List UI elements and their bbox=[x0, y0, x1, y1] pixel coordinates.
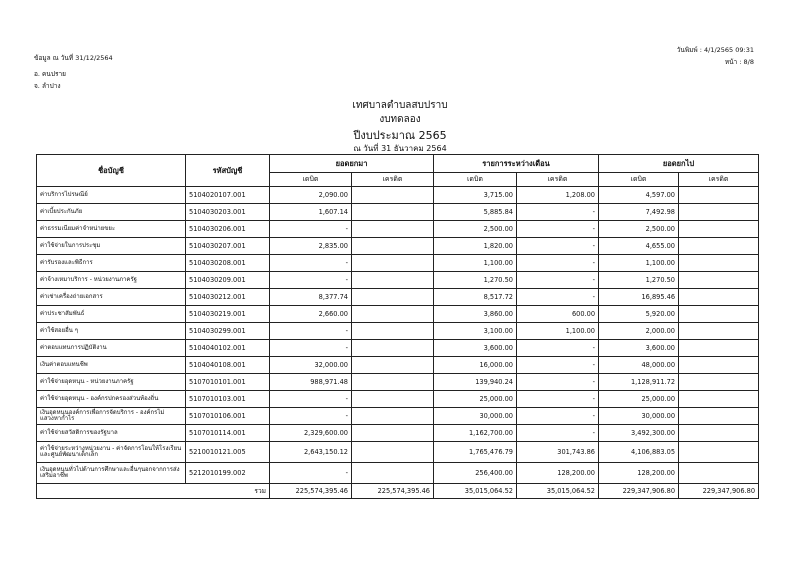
account-code: 5107010114.001 bbox=[186, 425, 270, 442]
bf-debit: 988,971.48 bbox=[270, 374, 352, 391]
total-tx-debit: 35,015,064.52 bbox=[434, 484, 517, 499]
tx-debit: 1,820.00 bbox=[434, 238, 517, 255]
bf-debit: - bbox=[270, 323, 352, 340]
cf-debit: 3,600.00 bbox=[599, 340, 679, 357]
bf-debit: 8,377.74 bbox=[270, 289, 352, 306]
tx-credit: - bbox=[517, 221, 599, 238]
cf-credit bbox=[679, 255, 759, 272]
tx-debit: 256,400.00 bbox=[434, 463, 517, 484]
table-row bbox=[37, 340, 759, 357]
table-row bbox=[37, 391, 759, 408]
tx-debit: 25,000.00 bbox=[434, 391, 517, 408]
header-transactions: รายการระหว่างเดือน bbox=[434, 155, 599, 173]
account-code: 5104030203.001 bbox=[186, 204, 270, 221]
account-name: ค่าใช้จ่ายระหว่างหน่วยงาน - ค่าจัดการโอนให้โรงเรียน และศูนย์พัฒนาเด็กเล็ก bbox=[37, 442, 186, 463]
account-name: ค่าประชาสัมพันธ์ bbox=[37, 306, 186, 323]
tx-credit: - bbox=[517, 425, 599, 442]
header-bf-debit: เดบิต bbox=[270, 173, 352, 187]
bf-credit bbox=[352, 391, 434, 408]
account-name: ค่าตอบแทนการปฏิบัติงาน bbox=[37, 340, 186, 357]
account-code: 5212010199.002 bbox=[186, 463, 270, 484]
account-code: 5104030219.001 bbox=[186, 306, 270, 323]
account-code: 5104040108.001 bbox=[186, 357, 270, 374]
cf-credit bbox=[679, 374, 759, 391]
account-code: 5104040102.001 bbox=[186, 340, 270, 357]
bf-debit: 2,090.00 bbox=[270, 187, 352, 204]
bf-credit bbox=[352, 272, 434, 289]
account-name: ค่าเบี้ยประกันภัย bbox=[37, 204, 186, 221]
header-account-name: ชื่อบัญชี bbox=[37, 155, 186, 187]
table-row bbox=[37, 306, 759, 323]
account-name: ค่าธรรมเนียมค่าจำหน่ายขยะ bbox=[37, 221, 186, 238]
cf-debit: 1,270.50 bbox=[599, 272, 679, 289]
as-of-date: ณ วันที่ 31 ธันวาคม 2564 bbox=[353, 144, 447, 153]
bf-credit bbox=[352, 374, 434, 391]
bf-debit: - bbox=[270, 221, 352, 238]
account-code: 5104030212.001 bbox=[186, 289, 270, 306]
header-carried-forward: ยอดยกไป bbox=[599, 155, 759, 173]
header-tx-credit: เครดิต bbox=[517, 173, 599, 187]
header-bf-credit: เครดิต bbox=[352, 173, 434, 187]
bf-credit bbox=[352, 425, 434, 442]
account-name: ค่าจ้างเหมาบริการ - หน่วยงานภาครัฐ bbox=[37, 272, 186, 289]
tx-credit: - bbox=[517, 408, 599, 425]
cf-debit: 30,000.00 bbox=[599, 408, 679, 425]
tx-credit: - bbox=[517, 272, 599, 289]
bf-credit bbox=[352, 323, 434, 340]
account-name: ค่าใช้จ่ายในการประชุม bbox=[37, 238, 186, 255]
tx-debit: 5,885.84 bbox=[434, 204, 517, 221]
account-code: 5104030299.001 bbox=[186, 323, 270, 340]
table-row bbox=[37, 425, 759, 442]
bf-debit: 2,660.00 bbox=[270, 306, 352, 323]
cf-debit: 128,200.00 bbox=[599, 463, 679, 484]
table-row bbox=[37, 463, 759, 484]
tx-debit: 2,500.00 bbox=[434, 221, 517, 238]
account-code: 5104030209.001 bbox=[186, 272, 270, 289]
tx-credit: 600.00 bbox=[517, 306, 599, 323]
table-row bbox=[37, 187, 759, 204]
header-district: อ. คนปราย bbox=[34, 70, 66, 78]
tx-debit: 3,860.00 bbox=[434, 306, 517, 323]
tx-debit: 1,100.00 bbox=[434, 255, 517, 272]
tx-debit: 16,000.00 bbox=[434, 357, 517, 374]
cf-credit bbox=[679, 238, 759, 255]
account-code: 5107010101.001 bbox=[186, 374, 270, 391]
tx-credit: - bbox=[517, 391, 599, 408]
table-row bbox=[37, 357, 759, 374]
tx-credit: - bbox=[517, 255, 599, 272]
table-row bbox=[37, 255, 759, 272]
cf-credit bbox=[679, 306, 759, 323]
cf-debit: 3,492,300.00 bbox=[599, 425, 679, 442]
bf-debit: - bbox=[270, 408, 352, 425]
table-row bbox=[37, 272, 759, 289]
cf-credit bbox=[679, 340, 759, 357]
cf-debit: 2,000.00 bbox=[599, 323, 679, 340]
cf-debit: 4,106,883.05 bbox=[599, 442, 679, 463]
tx-debit: 3,715.00 bbox=[434, 187, 517, 204]
tx-debit: 1,162,700.00 bbox=[434, 425, 517, 442]
total-cf-credit: 229,347,906.80 bbox=[679, 484, 759, 499]
cf-credit bbox=[679, 289, 759, 306]
total-label: รวม bbox=[37, 484, 270, 499]
cf-debit: 7,492.98 bbox=[599, 204, 679, 221]
header-province: จ. ลำปาง bbox=[34, 82, 61, 90]
report-title: งบทดลอง bbox=[379, 114, 421, 125]
bf-credit bbox=[352, 187, 434, 204]
account-name: ค่าใช้จ่ายอุดหนุน - องค์กรปกครองส่วนท้องถิ่น bbox=[37, 391, 186, 408]
total-bf-credit: 225,574,395.46 bbox=[352, 484, 434, 499]
bf-credit bbox=[352, 408, 434, 425]
bf-credit bbox=[352, 204, 434, 221]
bf-credit bbox=[352, 306, 434, 323]
cf-debit: 5,920.00 bbox=[599, 306, 679, 323]
account-name: ค่าบริการไปรษณีย์ bbox=[37, 187, 186, 204]
tx-credit: - bbox=[517, 289, 599, 306]
cf-credit bbox=[679, 357, 759, 374]
cf-debit: 16,895.46 bbox=[599, 289, 679, 306]
bf-credit bbox=[352, 255, 434, 272]
header-cf-debit: เดบิต bbox=[599, 173, 679, 187]
cf-debit: 4,655.00 bbox=[599, 238, 679, 255]
tx-credit: 1,208.00 bbox=[517, 187, 599, 204]
cf-credit bbox=[679, 425, 759, 442]
tx-debit: 1,765,476.79 bbox=[434, 442, 517, 463]
table-row bbox=[37, 204, 759, 221]
cf-credit bbox=[679, 323, 759, 340]
header-account-code: รหัสบัญชี bbox=[186, 155, 270, 187]
tx-credit: - bbox=[517, 238, 599, 255]
total-tx-credit: 35,015,064.52 bbox=[517, 484, 599, 499]
total-row bbox=[37, 484, 759, 499]
header-print-date: วันพิมพ์ : 4/1/2565 09:31 bbox=[676, 46, 754, 54]
bf-debit: - bbox=[270, 463, 352, 484]
account-name: เงินอุดหนุนทั่วไปด้านการศึกษาและอื่นๆนอกจากการส่งเสริมอาชีพ bbox=[37, 463, 186, 484]
cf-debit: 25,000.00 bbox=[599, 391, 679, 408]
cf-credit bbox=[679, 187, 759, 204]
header-brought-forward: ยอดยกมา bbox=[270, 155, 434, 173]
account-name: ค่าใช้จ่ายอุดหนุน - หน่วยงานภาครัฐ bbox=[37, 374, 186, 391]
account-code: 5210010121.005 bbox=[186, 442, 270, 463]
table-row bbox=[37, 442, 759, 463]
cf-credit bbox=[679, 408, 759, 425]
cf-credit bbox=[679, 272, 759, 289]
table-row bbox=[37, 374, 759, 391]
account-code: 5104020107.001 bbox=[186, 187, 270, 204]
header-tx-debit: เดบิต bbox=[434, 173, 517, 187]
bf-credit bbox=[352, 221, 434, 238]
cf-credit bbox=[679, 442, 759, 463]
fiscal-year-title: ปีงบประมาณ 2565 bbox=[353, 129, 447, 142]
cf-debit: 1,100.00 bbox=[599, 255, 679, 272]
tx-debit: 1,270.50 bbox=[434, 272, 517, 289]
total-cf-debit: 229,347,906.80 bbox=[599, 484, 679, 499]
table-row bbox=[37, 408, 759, 425]
bf-debit: 2,835.00 bbox=[270, 238, 352, 255]
account-code: 5104030208.001 bbox=[186, 255, 270, 272]
tx-debit: 139,940.24 bbox=[434, 374, 517, 391]
cf-credit bbox=[679, 204, 759, 221]
bf-debit: - bbox=[270, 255, 352, 272]
table-row bbox=[37, 289, 759, 306]
bf-credit bbox=[352, 463, 434, 484]
tx-debit: 8,517.72 bbox=[434, 289, 517, 306]
header-data-date: ข้อมูล ณ วันที่ 31/12/2564 bbox=[34, 54, 113, 62]
table-row bbox=[37, 323, 759, 340]
account-code: 5107010103.001 bbox=[186, 391, 270, 408]
cf-debit: 4,597.00 bbox=[599, 187, 679, 204]
bf-credit bbox=[352, 340, 434, 357]
tx-debit: 30,000.00 bbox=[434, 408, 517, 425]
account-name: ค่าใช้สอยอื่น ๆ bbox=[37, 323, 186, 340]
bf-credit bbox=[352, 442, 434, 463]
bf-credit bbox=[352, 238, 434, 255]
bf-debit: 1,607.14 bbox=[270, 204, 352, 221]
bf-credit bbox=[352, 357, 434, 374]
account-name: ค่ารับรองและพิธีการ bbox=[37, 255, 186, 272]
account-name: เงินค่าตอบแทนชีพ bbox=[37, 357, 186, 374]
cf-credit bbox=[679, 391, 759, 408]
tx-credit: - bbox=[517, 204, 599, 221]
account-code: 5104030206.001 bbox=[186, 221, 270, 238]
trial-balance-table bbox=[36, 154, 759, 499]
bf-credit bbox=[352, 289, 434, 306]
table-row bbox=[37, 221, 759, 238]
header-cf-credit: เครดิต bbox=[679, 173, 759, 187]
bf-debit: 32,000.00 bbox=[270, 357, 352, 374]
org-title: เทศบาลตำบลสบปราบ bbox=[352, 100, 448, 111]
bf-debit: 2,643,150.12 bbox=[270, 442, 352, 463]
tx-debit: 3,100.00 bbox=[434, 323, 517, 340]
cf-debit: 1,128,911.72 bbox=[599, 374, 679, 391]
tx-debit: 3,600.00 bbox=[434, 340, 517, 357]
cf-credit bbox=[679, 463, 759, 484]
account-code: 5107010106.001 bbox=[186, 408, 270, 425]
bf-debit: - bbox=[270, 272, 352, 289]
bf-debit: - bbox=[270, 391, 352, 408]
tx-credit: - bbox=[517, 340, 599, 357]
header-page-number: หน้า : 8/8 bbox=[724, 58, 754, 66]
account-name: ค่าใช้จ่ายสวัสดิการของรัฐบาล bbox=[37, 425, 186, 442]
bf-debit: 2,329,600.00 bbox=[270, 425, 352, 442]
table-row bbox=[37, 238, 759, 255]
cf-credit bbox=[679, 221, 759, 238]
bf-debit: - bbox=[270, 340, 352, 357]
tx-credit: 301,743.86 bbox=[517, 442, 599, 463]
cf-debit: 2,500.00 bbox=[599, 221, 679, 238]
cf-debit: 48,000.00 bbox=[599, 357, 679, 374]
account-name: ค่าเช่าเครื่องถ่ายเอกสาร bbox=[37, 289, 186, 306]
tx-credit: - bbox=[517, 357, 599, 374]
total-bf-debit: 225,574,395.46 bbox=[270, 484, 352, 499]
account-code: 5104030207.001 bbox=[186, 238, 270, 255]
account-name: เงินอุดหนุนองค์การเพื่อการจัดบริการ - องค์กรไม่แสวงหากำไร bbox=[37, 408, 186, 425]
tx-credit: - bbox=[517, 374, 599, 391]
tx-credit: 128,200.00 bbox=[517, 463, 599, 484]
tx-credit: 1,100.00 bbox=[517, 323, 599, 340]
